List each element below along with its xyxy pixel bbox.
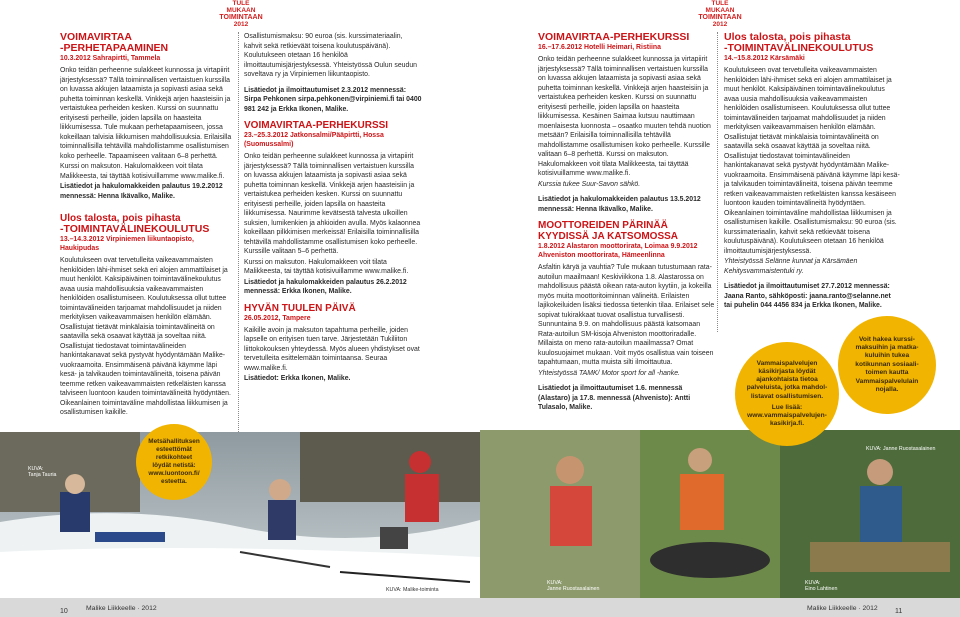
column-1 <box>60 32 234 432</box>
page-number-right: 11 <box>895 608 903 615</box>
bubble-line: Lue lisää: <box>771 403 803 411</box>
footer-title-left: Malike Liikkeelle · 2012 <box>86 605 157 612</box>
bubble-line: retkikohteet <box>155 454 193 461</box>
footer-bar-right <box>480 598 960 617</box>
bubble-line: käsikirjasta löydät <box>758 367 816 375</box>
article-info: Lisätiedot ja ilmoittautumiset 2.3.2012 mennessä: Sirpa Pehkonen sirpa.pehkonen@virpiniemi.fi tai 0400 981 242 ja Erkka Ikonen, Malike. <box>244 86 422 113</box>
bubble-line: ajankohtaista tietoa <box>756 376 818 384</box>
event-date: 13.–14.3.2012 Virpiniemen liikuntaopisto, Haukipudas <box>60 236 194 252</box>
page-number-left: 10 <box>60 608 68 615</box>
tag-line: 2012 <box>712 21 728 28</box>
tag-line: MUKAAN <box>226 7 256 14</box>
photo-credit <box>547 580 599 592</box>
tag-right <box>697 0 743 28</box>
bubble-line: kasikirja.fi. <box>769 420 805 428</box>
tag-line: TOIMINTAAN <box>698 14 742 21</box>
column-divider <box>717 32 718 332</box>
photo-winter-skiing-image <box>0 432 480 598</box>
article-title: Ulos talosta, pois pihasta <box>724 32 851 43</box>
article-body: Onko teidän perheenne sulakkeet kunnossa ja virtapiirit järjestyksessä? Tällä toiminnallisen vertaistuen kurssilla on luvassa akkujen lataamista ja sopivasti asiaa sekä puhetta toiminnan keskellä. Vinkkejä arjen haasteisiin ja vertaistukea perheiden kesken. Kurssi on suunnattu erityisesti perheille, joiden lapsilla on haasteita liikkumisessa. Naurimme kevätsestä talvesta ulkoillen suksien, lumikenkien ja ahkioiden avulla. Myös kalaonnea kokeillaan pilkkimisen merkeissä! Erilaisilla toiminnallisilla tehtävillä mahdollistamme osallistumisen koko perheelle. Kurssille valitaan 5–6 perhettä. <box>244 153 421 255</box>
article-sponsor: Kurssia tukee Suur-Savon sähkö. <box>538 180 641 188</box>
article-body: Osallistumismaksu: 90 euroa (sis. kurssimateriaalin, kahvit sekä retkieväät toisena koulutuspäivänä). Koulutukseen otetaan 16 henkilöä ilmoittautumisjärjestyksessä. Yhteistyössä Oulun seudun soveltava ry ja Virpiniemen liikuntaopisto. <box>244 33 417 78</box>
event-date: 1.8.2012 Alastaron moottorirata, Loimaa 9.9.2012 Ahveniston moottorirata, Hämeenlinna <box>538 243 698 259</box>
article-title: Ulos talosta, pois pihasta <box>60 213 181 224</box>
article-contact: Kurssi on maksuton. Hakulomakkeen voit tilata Malikkeesta, tai täyttää kotisivuillamme www.malike.fi. <box>60 163 225 180</box>
article-sponsor: Yhteistyössä TAMK/ Motor sport for all -hanke. <box>538 369 680 377</box>
article-title: -TOIMINTAVÄLINEKOULUTUS <box>724 42 874 54</box>
bubble-line: listavat osallistumisen. <box>750 392 824 400</box>
article-title: HYVÄN TUULEN PÄIVÄ <box>244 302 356 314</box>
article-title: VOIMAVIRTAA-PERHEKURSSI <box>538 32 690 43</box>
column-2 <box>244 32 422 432</box>
article-deadline: Lisätiedot ja hakulomakkeiden palautus 13.5.2012 mennessä: Henna Ikävalko, Malike. <box>538 196 701 213</box>
photo-summer-activities-image <box>480 430 960 598</box>
article-sponsor: Yhteistyössä Selänne kunnat ja Kärsämäen Kehitysvammaistentuki ry. <box>724 258 858 275</box>
photo-summer-activities <box>480 430 960 598</box>
article-body: Onko teidän perheenne sulakkeet kunnossa ja virtapiirit järjestyksessä? Tällä toiminnallisen vertaistuen kurssilla on luvassa akkujen lataamista ja sopivasti asiaa sekä puhetta toiminnan keskellä. Vinkkejä arjen haasteisiin ja vertaistukea perheiden kesken. Kurssi on suunnattu erityisesti perheille, joiden lapsilla on haasteita liikkumisessa. Kesäinen Saimaa kutsuu nauttimaan moenlaisesta luonnosta – osaatko muuten tehdä nuotion metsään? Erilaisilla toiminnallisilla tehtävillä mahdollistamme osallistumisen koko perheelle. Kurssille valitaan 6–8 perhettä. Kurssi on maksuton. Hakulomakkeen voit tilata Malikkeesta, tai täyttää kotisivuillamme www.malike.fi. <box>538 56 711 177</box>
photo-credit-name: Tanja Tauria <box>28 472 57 478</box>
bubble-line: kuluihin tukea <box>864 352 910 360</box>
bubble-line: maksuihin ja matka- <box>855 343 919 351</box>
photo-credit-label: KUVA: <box>805 580 821 586</box>
bubble-link[interactable]: www.luontoon.fi/ <box>148 470 200 477</box>
photo-credit: KUVA: Malike-toiminta <box>386 587 439 593</box>
column-4 <box>724 32 900 332</box>
tag-line: TULE <box>232 0 250 7</box>
article-body: Koulutukseen ovat tervetulleita vaikeavammaisten henkilöiden lähi-ihmiset sekä eri alojen ammattilaiset ja muut henkilöt. Kaksipäiväinen toimintavälinekoulutus avaa uusia mahdollisuuksia vaikeavammaisten henkilöiden osallistumiseen. Koulutuksessa ollut tuttee toimintavälineiden tarjoamat mahdollisuudet ja niiden merkityksen vaikeavammaisen henkilön elämään. Osallistujat tietävät minkälaisia toimintavälineitä on saatavilla sekä osaavat käyttää ja soveltaa niitä. Osallistujat tiedostavat toimintavälineiden hankintakanavat sekä pystyvät hyödyntämään Malike-vuokraamoita. Ensimmäisenä päivänä käymme läpi kesä- ja talvikauden toimintavälineitä, toisena päivän teemme retken vaikeavammaisten retkeläisten kanssa talviseen luontoon kauden toimintavälineitä hyödyntäen. Oikeanlainen toimintaväline mahdollistaa liikkumisen ja osallistumisen kaikille. <box>60 257 231 416</box>
article-title: -PERHETAPAAMINEN <box>60 42 169 54</box>
article-deadline: Lisätiedot ja hakulomakkeiden palautus 19.2.2012 mennessä: Henna Ikävalko, Malike. <box>60 183 223 200</box>
bubble-link[interactable]: www.vammaispalvelujen- <box>747 411 827 419</box>
bubble-line: Vammaispalvelujen <box>756 359 818 367</box>
bubble-line: Vammaispalvelulain <box>855 377 919 385</box>
article-title: VOIMAVIRTAA-PERHEKURSSI <box>244 120 389 131</box>
photo-credit-name: Eino Lahtinen <box>805 586 838 592</box>
article-title: VOIMAVIRTAA <box>60 32 132 43</box>
article-contact: Lisätiedot: Erkka Ikonen, Malike. <box>244 375 351 382</box>
event-date: 16.–17.6.2012 Hotelli Heimari, Ristiina <box>538 44 661 51</box>
tag-line: TOIMINTAAN <box>219 14 263 21</box>
footer-title-right: Malike Liikkeelle · 2012 <box>807 605 878 612</box>
article-title: -TOIMINTAVÄLINEKOULUTUS <box>60 223 210 235</box>
bubble-line: Voit hakea kurssi- <box>859 335 915 343</box>
bubble-line: Metsähallituksen <box>148 438 200 445</box>
photo-credit-label: KUVA: <box>547 580 563 586</box>
column-3 <box>538 32 716 432</box>
tag-line: MUKAAN <box>705 7 735 14</box>
photo-credit-label: KUVA: <box>28 466 44 472</box>
photo-credit <box>28 466 56 478</box>
event-date: 26.05.2012, Tampere <box>244 314 311 322</box>
bubble-line: toimen kautta <box>865 369 909 377</box>
info-bubble-forest <box>136 424 212 500</box>
bubble-line: esteettömät <box>156 446 192 453</box>
info-bubble-services <box>735 342 839 446</box>
info-bubble-support <box>838 316 936 414</box>
column-divider <box>238 32 239 432</box>
bubble-line: löydät netistä: <box>152 462 196 469</box>
photo-credit <box>805 580 837 592</box>
event-date: 14.–15.8.2012 Kärsämäki <box>724 55 805 62</box>
bubble-line: kotikunnan sosiaali- <box>855 360 919 368</box>
event-date: 10.3.2012 Sahrapirtti, Tammela <box>60 55 161 62</box>
event-date: 23.–25.3.2012 Jatkonsalmi/Pääpirtti, Hossa (Suomussalmi) <box>244 132 384 148</box>
article-deadline: Lisätiedot ja hakulomakkeiden palautus 26.2.2012 mennessä: Erkka Ikonen, Malike. <box>244 278 407 295</box>
article-body: Onko teidän perheenne sulakkeet kunnossa ja virtapiirit järjestyksessä? Tällä toiminnallisen vertaistuen kurssilla on luvassa akkujen lataamista ja sopivasti asiaa sekä puhetta toiminnan keskellä. Vinkkejä arjen haasteisiin ja vertaistukea perheiden kesken. Kurssi on suunnattu erityisesti perheille, joiden lapsilla on haasteita liikkumisessa. Tule mukaan perhetapaamiseen, jossa kokeillaan talvisia liikkumisen mahdollisuuksia. Erilaisilla toiminnallisilla tehtävillä mahdollistamme osallistumisen koko perheelle. Tapaamiseen valitaan 6–8 perhettä. <box>60 67 232 160</box>
footer-bar-left <box>0 598 480 617</box>
bubble-line: esteetta. <box>161 478 187 485</box>
tag-line: 2012 <box>233 21 249 28</box>
article-body: Kaikille avoin ja maksuton tapahtuma perheille, joiden lapselle on erityisen tuen tarve. Järjestetään Tukiliiton liittokokouksen yhteydessä. Myös alueen yhdistykset ovat tervetulleita esittelemään toimintaansa. Seuraa www.malike.fi. <box>244 326 420 372</box>
photo-credit-name: Janne Ruostasalainen <box>547 586 600 592</box>
article-body: Asfaltin käryä ja vauhtia? Tule mukaan tutustumaan rata-autoilun maailmaan! Keskiviikkona 1.8. Alastarossa on mahdollisuus päästä oikean rata-auton kyytiin, ja kokeilla myös muita moottoritoiminnan välineitä. Erilaisten lajikokeiluiden lisäksi tiedossa tietenkin tilaa. Erilaiset sele sopivat tukirakkaat tuovat osallistua turvallisesti. Sunnuntaina 9.9. on mahdollisuus päästä katsomaan Rata-autoilun SM-kisoja Ahveniston moottoriradalle. Millaista on meno rata-autoilun maailmassa? Omat kuulosuojaimet mukaan. Voit myös osallistua vain toiseen tapahtumaan, mutta muista silti ilmoittautua. <box>538 264 715 366</box>
article-body: Koulutukseen ovat tervetulleita vaikeavammaisten henkilöiden lähi-ihmiset sekä eri alojen ammattilaiset ja muut henkilöt. Kaksipäiväinen toimintavälinekoulutus avaa uusia mahdollisuuksia vaikeavammaisten henkilöiden osallistumiseen. Koulutuksessa ollut tuttee toimintavälineiden tarjoamat mahdollisuudet ja niiden merkityksen vaikeavammaisen henkilön elämään. Osallistujat tietävät minkälaisia toimintavälineitä on saatavilla sekä osaavat käyttää ja soveltaa niitä. Osallistujat tiedostavat toimintavälineiden hankintakanavat sekä pystyvät hyödyntämään Malike-vuokraamoita. Ensimmäisenä päivänä käymme läpi kesä- ja talvikauden toimintavälineitä, toisena päivän teemme retken vaikeavammaisten retkeläisten kanssa kesäiseen luontoon kauden toimintavälineitä hyödyntäen. Oikeanlainen toimintaväline mahdollistaa liikkumisen ja osallistumisen kaikille. Osallistumismaksu: 90 euroa (sis. kurssimateriaalin, kahvit sekä retkieväät toisena koulutuspäivänä). Koulutukseen otetaan 16 henkilöä ilmoittautumisjärjestyksessä. <box>724 67 900 255</box>
article-contact: Kurssi on maksuton. Hakulomakkeen voit tilata Malikkeesta, tai täyttää kotisivuillamme www.malike.fi. <box>244 258 409 275</box>
bubble-line: nojalla. <box>875 386 899 394</box>
photo-winter-skiing <box>0 432 480 598</box>
article-info: Lisätiedot ja ilmoittautumiset 27.7.2012 mennessä: Jaana Ranto, sähköposti: jaana.ranto@selanne.net tai puhelin 044 4456 834 ja Erkka Ikonen, Malike. <box>724 283 891 309</box>
tag-line: TULE <box>711 0 729 7</box>
bubble-line: palveluista, jotka mahdol- <box>746 384 828 392</box>
photo-credit: KUVA: Janne Ruostasalainen <box>866 446 936 452</box>
tag-left <box>218 0 264 28</box>
article-info: Lisätiedot ja ilmoittautumiset 1.6. mennessä (Alastaro) ja 17.8. mennessä (Ahvenisto): Antti Tulasalo, Malike. <box>538 385 691 411</box>
article-title: MOOTTOREIDEN PÄRINÄÄ KYYDISSÄ JA KATSOMOSSA <box>538 220 679 242</box>
